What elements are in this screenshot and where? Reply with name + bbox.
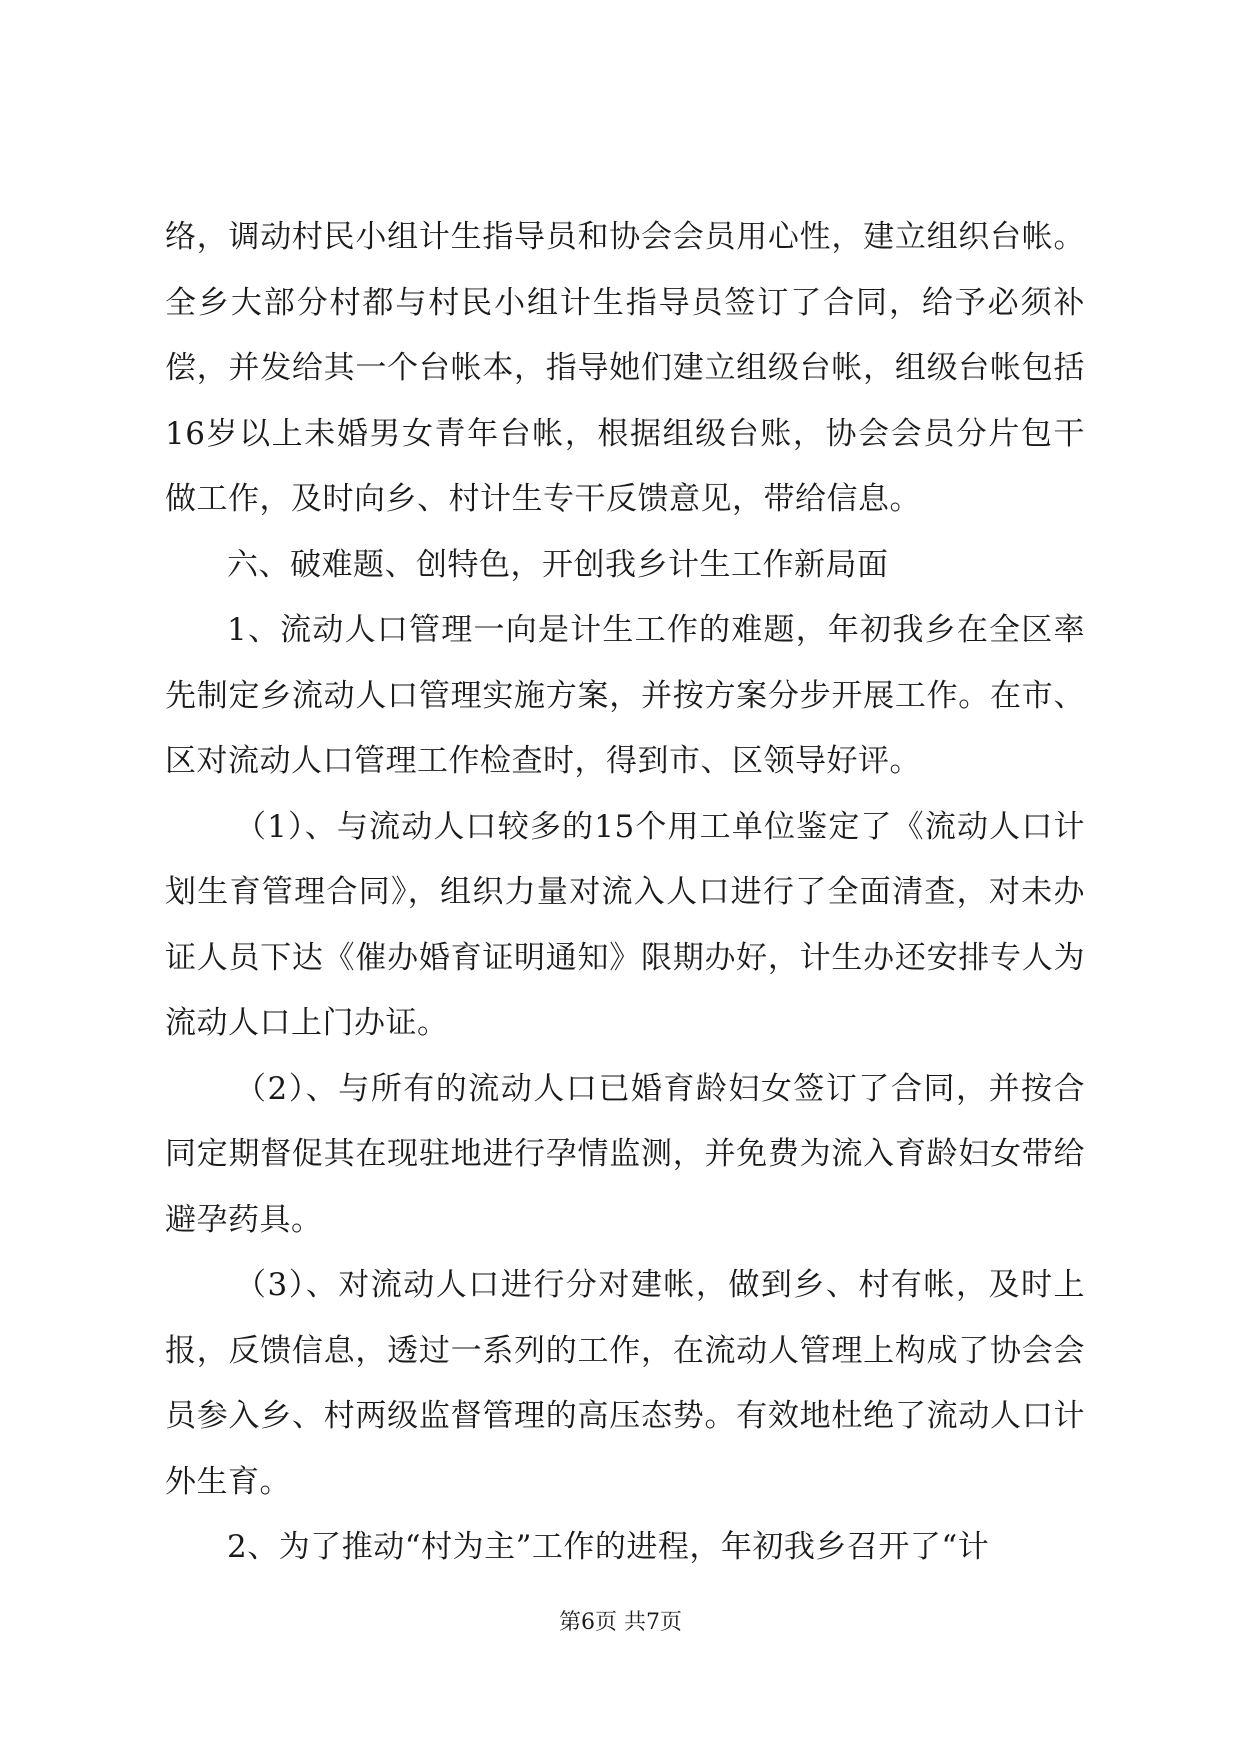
paragraph-item-1: 1、流动人口管理一向是计生工作的难题，年初我乡在全区率先制定乡流动人口管理实施方案，并按方案分步开展工作。在市、区对流动人口管理工作检查时，得到市、区领导好评。 [165,612,1085,779]
page-number: 第6页 共7页 [559,1610,682,1635]
paragraph-1: 络，调动村民小组计生指导员和协会会员用心性，建立组织台帐。全乡大部分村都与村民小组计生指导员签订了合同，给予必须补偿，并发给其一个台帐本，指导她们建立组级台帐，组级台帐包括16岁以上未婚男女青年台帐，根据组级台账，协会会员分片包干做工作，及时向乡、村计生专干反馈意见，带给信息。 [165,219,1085,517]
document-body [165,205,1085,1581]
paragraph-item-2: 2、为了推动“村为主”工作的进程，年初我乡召开了“计 [227,1529,990,1565]
page-footer [0,1605,1241,1636]
paragraph-subitem-3: （3）、对流动人口进行分对建帐，做到乡、村有帐，及时上报，反馈信息，透过一系列的工作，在流动人管理上构成了协会会员参入乡、村两级监督管理的高压态势。有效地杜绝了流动人口计外生育。 [165,1267,1085,1500]
paragraph-subitem-1: （1）、与流动人口较多的15个用工单位鉴定了《流动人口计划生育管理合同》，组织力量对流入人口进行了全面清查，对未办证人员下达《催办婚育证明通知》限期办好，计生办还安排专人为流动人口上门办证。 [165,808,1085,1041]
paragraph-subitem-2: （2）、与所有的流动人口已婚育龄妇女签订了合同，并按合同定期督促其在现驻地进行孕情监测，并免费为流入育龄妇女带给避孕药具。 [165,1070,1085,1238]
section-heading-6: 六、破难题、创特色，开创我乡计生工作新局面 [227,546,889,583]
